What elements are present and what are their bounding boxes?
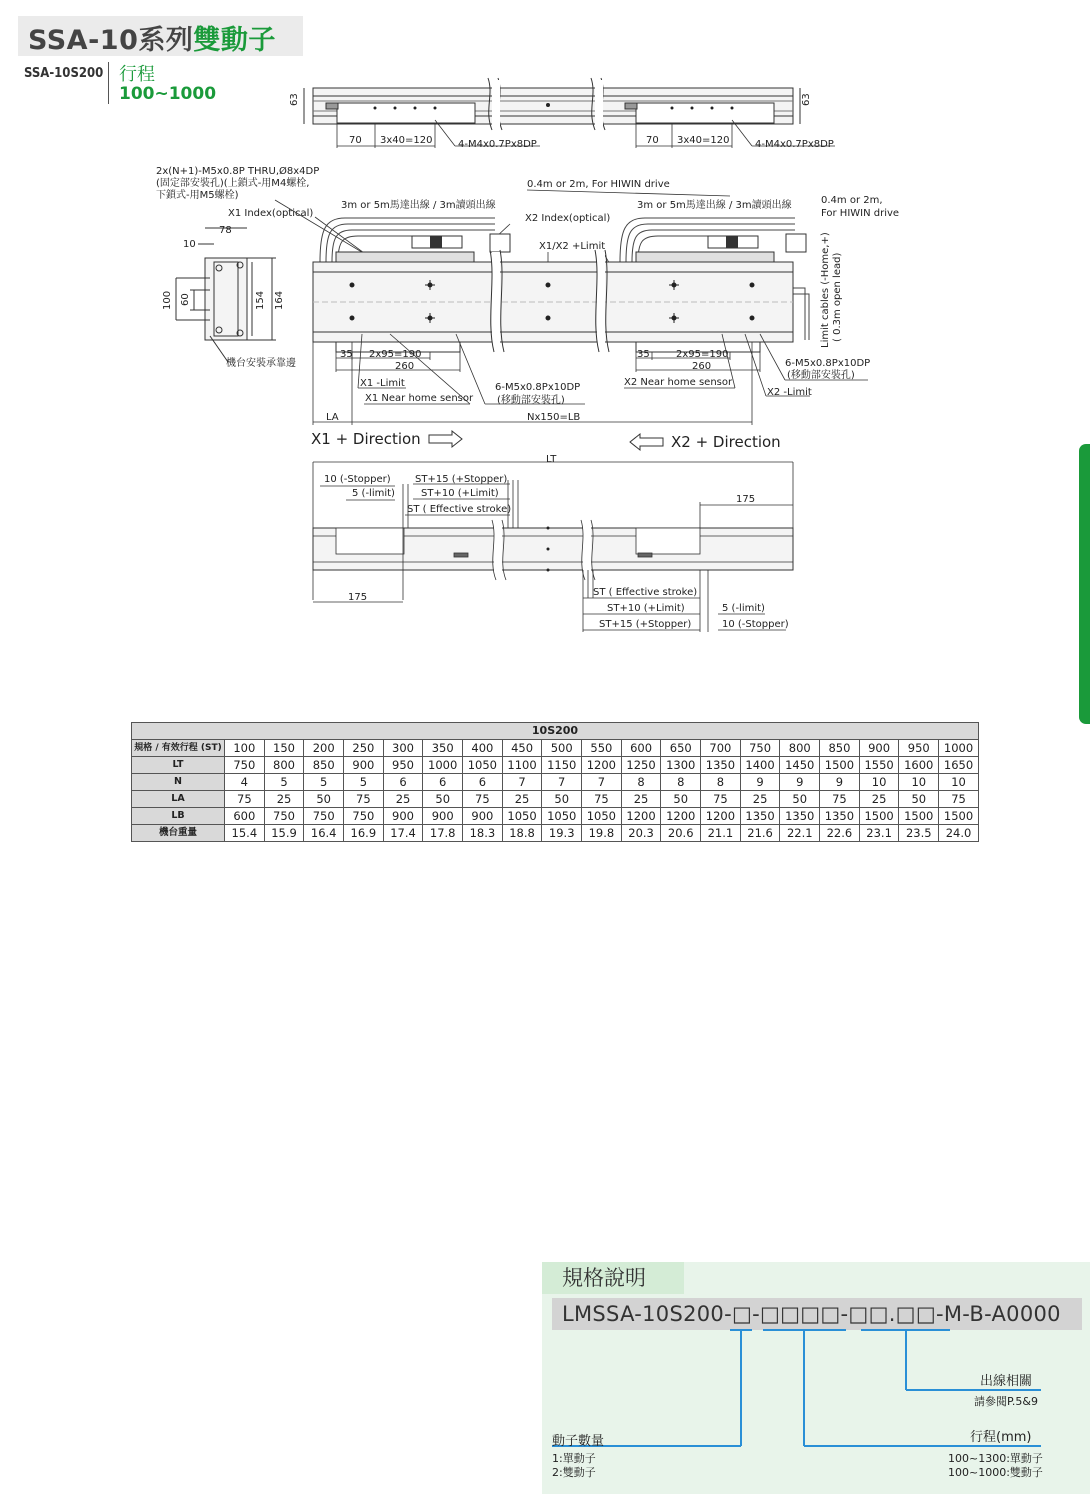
mover-note-1: 1:單動子 xyxy=(552,1452,596,1465)
table-cell: 1350 xyxy=(820,808,860,825)
la-label: LA xyxy=(326,412,339,423)
table-cell: 25 xyxy=(859,791,899,808)
table-cell: 15.9 xyxy=(264,825,304,842)
code-heading: 規格說明 xyxy=(562,1266,646,1290)
table-cell: 6 xyxy=(463,774,503,791)
table-cell: 900 xyxy=(423,808,463,825)
row-header: N xyxy=(132,774,225,791)
table-cell: 8 xyxy=(701,774,741,791)
st-plus-10-limit-label: ST+10 (+Limit) xyxy=(421,488,499,499)
table-cell: 75 xyxy=(701,791,741,808)
table-cell: 17.8 xyxy=(423,825,463,842)
row-header: 規格 / 有效行程 (ST) xyxy=(132,740,225,757)
end-dim-154: 154 xyxy=(255,290,266,310)
table-cell: 1050 xyxy=(502,808,542,825)
table-cell: 50 xyxy=(780,791,820,808)
thru-holes-line3: 下鎖式-用M5螺栓) xyxy=(156,190,239,201)
table-cell: 200 xyxy=(304,740,344,757)
stroke-note-1: 100~1300:單動子 xyxy=(948,1452,1043,1465)
table-cell: 1200 xyxy=(661,808,701,825)
table-cell: 9 xyxy=(820,774,860,791)
table-cell: 10 xyxy=(899,774,939,791)
table-cell: 1000 xyxy=(423,757,463,774)
table-cell: 75 xyxy=(463,791,503,808)
thru-holes-line1: 2x(N+1)-M5x0.8P THRU,Ø8x4DP xyxy=(156,166,320,177)
table-cell: 600 xyxy=(621,740,661,757)
table-cell: 900 xyxy=(463,808,503,825)
table-cell: 50 xyxy=(661,791,701,808)
title-main: SSA-10系列 xyxy=(28,25,194,56)
table-cell: 800 xyxy=(264,757,304,774)
table-cell: 22.1 xyxy=(780,825,820,842)
stroke-label: 行程 xyxy=(119,64,155,85)
table-cell: 950 xyxy=(383,757,423,774)
table-cell: 650 xyxy=(661,740,701,757)
model-label: SSA-10S200 xyxy=(24,66,104,81)
table-cell: 1450 xyxy=(780,757,820,774)
cable-note: 請參閱P.5&9 xyxy=(974,1395,1038,1408)
table-cell: 9 xyxy=(740,774,780,791)
dim-3x40-left: 3x40=120 xyxy=(380,135,433,146)
table-cell: 100 xyxy=(225,740,265,757)
mover-title: 動子數量 xyxy=(552,1434,605,1449)
x1-index-label: X1 Index(optical) xyxy=(228,208,314,219)
limit-cables-1: Limit cables (-Home,+) xyxy=(820,232,831,348)
table-cell: 1200 xyxy=(621,808,661,825)
body-dim-2x95-left: 2x95=190 xyxy=(369,349,422,360)
table-cell: 75 xyxy=(820,791,860,808)
table-cell: 10 xyxy=(939,774,979,791)
x1-minus-limit-label: X1 -Limit xyxy=(360,378,405,389)
table-cell: 1050 xyxy=(463,757,503,774)
table-cell: 1050 xyxy=(542,808,582,825)
table-cell: 24.0 xyxy=(939,825,979,842)
table-cell: 5 xyxy=(344,774,384,791)
table-cell: 550 xyxy=(582,740,622,757)
table-cell: 18.3 xyxy=(463,825,503,842)
table-cell: 1500 xyxy=(859,808,899,825)
table-cell: 1500 xyxy=(899,808,939,825)
table-cell: 1100 xyxy=(502,757,542,774)
stroke-title: 行程(mm) xyxy=(970,1430,1032,1445)
table-cell: 900 xyxy=(344,757,384,774)
end-dim-60: 60 xyxy=(180,293,191,306)
m5-holes-right-2: (移動部安裝孔) xyxy=(787,370,855,381)
dim-70-right: 70 xyxy=(646,135,659,146)
table-cell: 750 xyxy=(304,808,344,825)
table-cell: 1350 xyxy=(780,808,820,825)
table-cell: 5 xyxy=(304,774,344,791)
table-cell: 23.5 xyxy=(899,825,939,842)
x1-near-home-label: X1 Near home sensor xyxy=(365,393,474,404)
table-cell: 750 xyxy=(344,808,384,825)
table-cell: 75 xyxy=(344,791,384,808)
table-cell: 50 xyxy=(899,791,939,808)
m5-holes-right-1: 6-M5x0.8Px10DP xyxy=(785,358,871,369)
table-cell: 450 xyxy=(502,740,542,757)
table-cell: 800 xyxy=(780,740,820,757)
body-dim-2x95-right: 2x95=190 xyxy=(676,349,729,360)
limit-minus-5-label: 5 (-limit) xyxy=(352,488,395,499)
model-code: LMSSA-10S200-□-□□□□-□□.□□-M-B-A0000 xyxy=(562,1302,1061,1326)
end-dim-164: 164 xyxy=(274,290,285,310)
table-cell: 1600 xyxy=(899,757,939,774)
table-cell: 25 xyxy=(264,791,304,808)
body-dim-35-left: 35 xyxy=(340,349,353,360)
table-cell: 1500 xyxy=(820,757,860,774)
stroke-range: 100~1000 xyxy=(119,84,217,104)
table-cell: 1150 xyxy=(542,757,582,774)
table-cell: 6 xyxy=(423,774,463,791)
stopper-minus-10-label: 10 (-Stopper) xyxy=(324,474,391,485)
motor-cable-right: 3m or 5m馬達出線 / 3m讀頭出線 xyxy=(637,200,792,211)
table-cell: 75 xyxy=(582,791,622,808)
table-cell: 25 xyxy=(740,791,780,808)
table-cell: 75 xyxy=(939,791,979,808)
title-accent: 雙動子 xyxy=(193,25,276,56)
hiwin-drive-right-2: For HIWIN drive xyxy=(821,208,900,219)
stroke-note-2: 100~1000:雙動子 xyxy=(948,1466,1043,1479)
table-cell: 6 xyxy=(383,774,423,791)
table-cell: 25 xyxy=(502,791,542,808)
table-cell: 300 xyxy=(383,740,423,757)
limit-minus-5-bottom-label: 5 (-limit) xyxy=(722,603,765,614)
table-cell: 21.6 xyxy=(740,825,780,842)
spec-table-title: 10S200 xyxy=(132,723,979,740)
table-cell: 850 xyxy=(820,740,860,757)
row-header: 機台重量 xyxy=(132,825,225,842)
table-cell: 1300 xyxy=(661,757,701,774)
table-cell: 850 xyxy=(304,757,344,774)
table-cell: 8 xyxy=(621,774,661,791)
table-cell: 20.6 xyxy=(661,825,701,842)
dim-63-left: 63 xyxy=(289,93,300,106)
table-cell: 19.3 xyxy=(542,825,582,842)
x1x2-limit-label: X1/X2 +Limit xyxy=(539,241,606,252)
lt-label: LT xyxy=(546,454,557,465)
st-plus-15-stopper-bottom-label: ST+15 (+Stopper) xyxy=(599,619,692,630)
table-cell: 250 xyxy=(344,740,384,757)
table-cell: 25 xyxy=(383,791,423,808)
thru-holes-line2: (固定部安裝孔)(上鎖式-用M4螺栓, xyxy=(156,178,310,189)
nx150-label: Nx150=LB xyxy=(527,412,581,423)
table-cell: 7 xyxy=(582,774,622,791)
end-dim-78: 78 xyxy=(219,225,232,236)
row-header: LA xyxy=(132,791,225,808)
table-cell: 1350 xyxy=(701,757,741,774)
table-cell: 50 xyxy=(423,791,463,808)
table-cell: 350 xyxy=(423,740,463,757)
cable-title: 出線相關 xyxy=(980,1374,1033,1389)
table-cell: 1050 xyxy=(582,808,622,825)
table-cell: 750 xyxy=(264,808,304,825)
table-cell: 22.6 xyxy=(820,825,860,842)
table-cell: 950 xyxy=(899,740,939,757)
table-cell: 750 xyxy=(740,740,780,757)
table-cell: 50 xyxy=(542,791,582,808)
dim-3x40-right: 3x40=120 xyxy=(677,135,730,146)
m5-holes-left-2: (移動部安裝孔) xyxy=(497,395,565,406)
end-dim-10: 10 xyxy=(183,239,196,250)
table-cell: 75 xyxy=(225,791,265,808)
table-cell: 1400 xyxy=(740,757,780,774)
table-cell: 1200 xyxy=(701,808,741,825)
body-dim-35-right: 35 xyxy=(637,349,650,360)
dim-175-right: 175 xyxy=(736,494,756,505)
table-cell: 400 xyxy=(463,740,503,757)
hiwin-drive-right-1: 0.4m or 2m, xyxy=(821,195,883,206)
table-cell: 700 xyxy=(701,740,741,757)
table-cell: 20.3 xyxy=(621,825,661,842)
table-cell: 7 xyxy=(502,774,542,791)
st-effective-bottom-label: ST ( Effective stroke) xyxy=(593,587,698,598)
x1-direction-label: X1 + Direction xyxy=(311,430,421,448)
table-cell: 17.4 xyxy=(383,825,423,842)
table-cell: 8 xyxy=(661,774,701,791)
x2-near-home-label: X2 Near home sensor xyxy=(624,377,733,388)
table-cell: 900 xyxy=(383,808,423,825)
table-cell: 16.9 xyxy=(344,825,384,842)
stopper-minus-10-bottom-label: 10 (-Stopper) xyxy=(722,619,789,630)
body-dim-260-left: 260 xyxy=(395,361,415,372)
table-cell: 5 xyxy=(264,774,304,791)
table-cell: 18.8 xyxy=(502,825,542,842)
table-cell: 1250 xyxy=(621,757,661,774)
end-dim-100: 100 xyxy=(162,290,173,310)
motor-cable-left: 3m or 5m馬達出線 / 3m讀頭出線 xyxy=(341,200,496,211)
table-cell: 7 xyxy=(542,774,582,791)
st-effective-label: ST ( Effective stroke) xyxy=(407,504,512,515)
table-cell: 1500 xyxy=(939,808,979,825)
table-cell: 500 xyxy=(542,740,582,757)
table-cell: 1200 xyxy=(582,757,622,774)
body-dim-260-right: 260 xyxy=(692,361,712,372)
row-header: LT xyxy=(132,757,225,774)
mover-note-2: 2:雙動子 xyxy=(552,1466,596,1479)
table-cell: 1350 xyxy=(740,808,780,825)
table-cell: 25 xyxy=(621,791,661,808)
table-cell: 1000 xyxy=(939,740,979,757)
limit-cables-2: ( 0.3m open lead) xyxy=(832,252,843,342)
dim-m4-right: 4-M4x0.7Px8DP xyxy=(755,139,834,150)
hiwin-drive-left: 0.4m or 2m, For HIWIN drive xyxy=(527,179,670,190)
table-cell: 600 xyxy=(225,808,265,825)
x2-minus-limit-label: X2 -Limit xyxy=(767,387,812,398)
mount-edge-label: 機台安裝承靠邊 xyxy=(226,358,296,369)
table-cell: 750 xyxy=(225,757,265,774)
table-cell: 19.8 xyxy=(582,825,622,842)
table-cell: 1650 xyxy=(939,757,979,774)
table-cell: 9 xyxy=(780,774,820,791)
table-cell: 21.1 xyxy=(701,825,741,842)
st-plus-10-limit-bottom-label: ST+10 (+Limit) xyxy=(607,603,685,614)
x2-index-label: X2 Index(optical) xyxy=(525,213,611,224)
table-cell: 15.4 xyxy=(225,825,265,842)
m5-holes-left-1: 6-M5x0.8Px10DP xyxy=(495,382,581,393)
dim-175-left: 175 xyxy=(348,592,368,603)
table-cell: 1550 xyxy=(859,757,899,774)
table-cell: 4 xyxy=(225,774,265,791)
st-plus-15-stopper-label: ST+15 (+Stopper) xyxy=(415,474,508,485)
table-cell: 10 xyxy=(859,774,899,791)
table-cell: 50 xyxy=(304,791,344,808)
table-cell: 900 xyxy=(859,740,899,757)
dim-m4-left: 4-M4x0.7Px8DP xyxy=(458,139,537,150)
dim-63-right: 63 xyxy=(801,93,812,106)
dim-70-left: 70 xyxy=(349,135,362,146)
x2-direction-label: X2 + Direction xyxy=(671,433,781,451)
table-cell: 23.1 xyxy=(859,825,899,842)
table-cell: 150 xyxy=(264,740,304,757)
row-header: LB xyxy=(132,808,225,825)
table-cell: 16.4 xyxy=(304,825,344,842)
